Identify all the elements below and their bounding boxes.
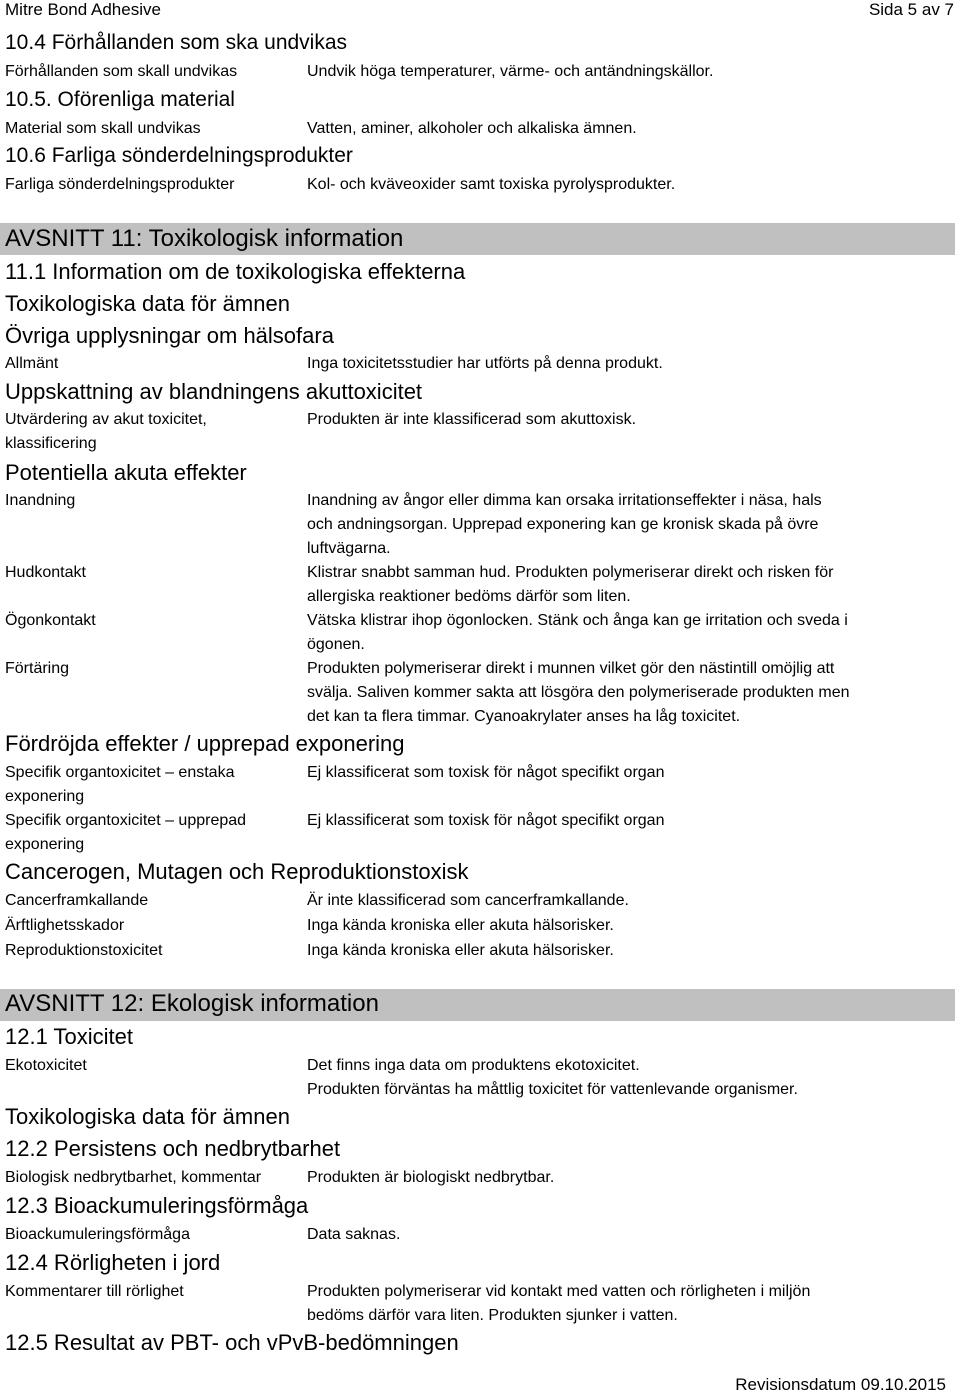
acute-toxicity-heading: Uppskattning av blandningens akuttoxicitet [5,379,423,404]
incompatible-value: Vatten, aminer, alkoholer och alkaliska ämnen. [307,120,637,137]
eye-line2: ögonen. [307,636,365,653]
stot-single-label-line1: Specifik organtoxicitet – enstaka [5,764,235,781]
ingestion-line1: Produkten polymeriserar direkt i munnen vilket gör den nästintill omöjlig att [307,660,835,677]
ingestion-line3: det kan ta flera timmar. Cyanoakrylater anses ha låg toxicitet. [307,708,741,725]
decomposition-value: Kol- och kväveoxider samt toxiska pyrolysprodukter. [307,176,676,193]
mobility-line2: bedöms därför vara liten. Produkten sjunker i vatten. [307,1307,678,1324]
skin-line2: allergiska reaktioner bedöms därför som liten. [307,588,631,605]
cmr-heading: Cancerogen, Mutagen och Reproduktionstoxisk [5,859,469,884]
decomposition-label: Farliga sönderdelningsprodukter [5,176,235,193]
general-label: Allmänt [5,355,59,372]
inhalation-line2: och andningsorgan. Upprepad exponering kan ge kronisk skada på övre [307,516,819,533]
incompatible-label: Material som skall undvikas [5,120,201,137]
section-11-1-title: 11.1 Information om de toxikologiska effekterna [5,259,466,284]
other-health-info-heading: Övriga upplysningar om hälsofara [5,323,334,348]
eye-line1: Vätska klistrar ihop ögonlocken. Stänk och ånga kan ge irritation och sveda i [307,612,848,629]
section-12-5-title: 12.5 Resultat av PBT- och vPvB-bedömningen [5,1330,459,1355]
skin-label: Hudkontakt [5,564,86,581]
bioaccumulation-value: Data saknas. [307,1226,401,1243]
mobility-label: Kommentarer till rörlighet [5,1283,184,1300]
delayed-effects-heading: Fördröjda effekter / upprepad exponering [5,731,405,756]
biodegradability-label: Biologisk nedbrytbarhet, kommentar [5,1169,262,1186]
mobility-line1: Produkten polymeriserar vid kontakt med vatten och rörligheten i miljön [307,1283,811,1300]
acute-label-line1: Utvärdering av akut toxicitet, [5,411,207,428]
page-number: Sida 5 av 7 [868,0,954,19]
bioaccumulation-label: Bioackumuleringsförmåga [5,1226,190,1243]
mutagenicity-value: Inga kända kroniska eller akuta hälsorisker. [307,917,614,934]
ingestion-label: Förtäring [5,660,70,677]
section-12-4-title: 12.4 Rörligheten i jord [5,1250,221,1275]
ingestion-line2: svälja. Saliven kommer sakta att lösgöra den polymeriserade produkten men [307,684,850,701]
carcinogenicity-value: Är inte klassificerad som cancerframkallande. [307,892,629,909]
inhalation-label: Inandning [5,492,76,509]
section-10-5-title: 10.5. Oförenliga material [5,88,235,111]
section-12-2-title: 12.2 Persistens och nedbrytbarhet [5,1136,341,1161]
section-12-title: AVSNITT 12: Ekologisk information [5,990,379,1017]
section-10-6-title: 10.6 Farliga sönderdelningsprodukter [5,144,353,167]
mutagenicity-label: Ärftlighetsskador [5,917,125,934]
conditions-value: Undvik höga temperaturer, värme- och antändningskällor. [307,63,714,80]
stot-repeated-label-line1: Specifik organtoxicitet – upprepad [5,812,247,829]
ecotoxicity-line1: Det finns inga data om produktens ekotoxicitet. [307,1057,640,1074]
carcinogenicity-label: Cancerframkallande [5,892,149,909]
reproductive-label: Reproduktionstoxicitet [5,942,163,959]
ecotoxicity-line2: Produkten förväntas ha måttlig toxicitet för vattenlevande organismer. [307,1081,798,1098]
stot-single-value: Ej klassificerat som toxisk för något specifikt organ [307,764,665,781]
revision-date: Revisionsdatum 09.10.2015 [735,1375,946,1394]
tox-data-heading: Toxikologiska data för ämnen [5,291,290,316]
acute-label-line2: klassificering [5,435,97,452]
stot-single-label-line2: exponering [5,788,85,805]
section-10-4-title: 10.4 Förhållanden som ska undvikas [5,31,348,54]
section-12-1-title: 12.1 Toxicitet [5,1024,134,1049]
eco-tox-data-heading: Toxikologiska data för ämnen [5,1104,290,1129]
skin-line1: Klistrar snabbt samman hud. Produkten polymeriserar direkt och risken för [307,564,834,581]
company-name: Mitre Bond Adhesive [5,0,161,19]
inhalation-line1: Inandning av ångor eller dimma kan orsaka irritationseffekter i näsa, hals [307,492,822,509]
acute-value: Produkten är inte klassificerad som akuttoxisk. [307,411,637,428]
potential-effects-heading: Potentiella akuta effekter [5,460,247,485]
reproductive-value: Inga kända kroniska eller akuta hälsorisker. [307,942,614,959]
ecotoxicity-label: Ekotoxicitet [5,1057,87,1074]
stot-repeated-label-line2: exponering [5,836,85,853]
section-11-title: AVSNITT 11: Toxikologisk information [5,225,404,252]
stot-repeated-value: Ej klassificerat som toxisk för något specifikt organ [307,812,665,829]
biodegradability-value: Produkten är biologiskt nedbrytbar. [307,1169,555,1186]
eye-label: Ögonkontakt [5,612,96,629]
general-value: Inga toxicitetsstudier har utförts på denna produkt. [307,355,663,372]
section-12-3-title: 12.3 Bioackumuleringsförmåga [5,1193,309,1218]
conditions-label: Förhållanden som skall undvikas [5,63,238,80]
inhalation-line3: luftvägarna. [307,540,391,557]
